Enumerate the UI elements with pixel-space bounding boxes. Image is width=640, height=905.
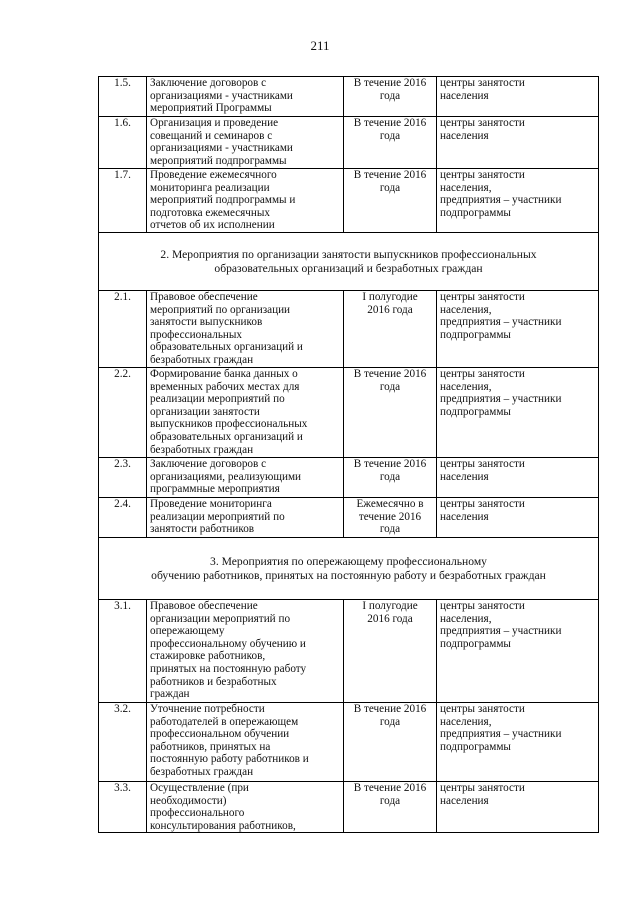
item-number-line: 3.2. <box>114 703 131 715</box>
item-responsible-line: населения, <box>440 715 492 728</box>
item-responsible <box>437 498 599 538</box>
item-number-line: 1.6. <box>114 117 131 129</box>
item-name <box>147 498 344 538</box>
item-name <box>147 117 344 169</box>
item-term <box>344 368 437 458</box>
item-number <box>99 600 147 703</box>
item-name-line: профессиональном обучении <box>150 728 290 741</box>
item-responsible-line: центры занятости <box>440 117 525 129</box>
item-number <box>99 782 147 833</box>
item-name-line: профессиональному обучению и <box>150 637 306 650</box>
item-term-line: года <box>379 470 401 483</box>
item-responsible-line: центры занятости <box>440 782 525 794</box>
item-number-line: 1.7. <box>114 169 131 181</box>
section-heading <box>99 233 599 291</box>
item-name <box>147 782 344 833</box>
item-name-line: граждан <box>150 688 190 701</box>
table-row <box>99 600 599 703</box>
item-responsible <box>437 368 599 458</box>
item-name-line: опережающему <box>150 625 225 638</box>
item-name-line: организациями - участниками <box>150 142 293 155</box>
item-name-line: занятости работников <box>150 523 255 536</box>
item-number <box>99 498 147 538</box>
item-name-line: Проведение ежемесячного <box>150 169 277 181</box>
table-row <box>99 291 599 368</box>
item-number-line: 2.1. <box>114 291 131 303</box>
item-name-line: мероприятий подпрограммы <box>150 154 287 167</box>
item-responsible <box>437 600 599 703</box>
item-term-line: В течение 2016 <box>353 458 427 470</box>
item-number <box>99 117 147 169</box>
item-responsible <box>437 117 599 169</box>
item-responsible <box>437 458 599 498</box>
item-name-line: стажировке работников, <box>150 650 266 663</box>
table-row <box>99 169 599 233</box>
item-responsible-line: предприятия – участники <box>440 728 562 741</box>
item-responsible-line: центры занятости <box>440 291 525 303</box>
item-name-line: Заключение договоров с <box>150 77 267 89</box>
item-term-line: года <box>379 129 401 142</box>
item-name-line: консультирования работников, <box>150 819 296 832</box>
item-term <box>344 703 437 782</box>
item-name-line: реализации мероприятий по <box>150 393 285 406</box>
item-name <box>147 291 344 368</box>
item-name-line: программные мероприятия <box>150 483 280 496</box>
item-responsible-line: подпрограммы <box>440 206 511 219</box>
item-responsible-line: предприятия – участники <box>440 625 562 638</box>
item-name-line: Правовое обеспечение <box>150 291 258 303</box>
item-name-line: Заключение договоров с <box>150 458 267 470</box>
item-number-line: 2.3. <box>114 458 131 470</box>
item-responsible-line: населения, <box>440 181 492 194</box>
item-responsible-line: подпрограммы <box>440 405 511 418</box>
table-row <box>99 117 599 169</box>
item-responsible-line: центры занятости <box>440 368 525 380</box>
item-name-line: профессиональных <box>150 328 243 341</box>
item-term <box>344 291 437 368</box>
item-name-line: реализации мероприятий по <box>150 510 285 523</box>
item-responsible-line: населения <box>440 794 489 807</box>
item-name-line: мероприятий подпрограммы и <box>150 194 296 207</box>
item-name-line: Формирование банка данных о <box>150 368 298 380</box>
item-name-line: необходимости) <box>150 794 227 807</box>
item-name <box>147 600 344 703</box>
item-name-line: принятых на постоянную работу <box>150 662 307 675</box>
item-name-line: мониторинга реализации <box>150 181 270 194</box>
item-number <box>99 458 147 498</box>
item-name-line: занятости выпускников <box>150 316 263 329</box>
item-responsible-line: населения <box>440 510 489 523</box>
section-heading-line: 3. Мероприятия по опережающему профессиональному <box>210 555 487 569</box>
item-term-line: В течение 2016 <box>353 782 427 794</box>
item-responsible <box>437 169 599 233</box>
item-term-line: течение 2016 <box>358 510 422 523</box>
item-name <box>147 169 344 233</box>
item-name-line: работников и безработных <box>150 675 277 688</box>
item-responsible-line: населения, <box>440 303 492 316</box>
activities-table <box>98 76 599 833</box>
section-heading-row <box>99 538 599 600</box>
section-heading-line: 2. Мероприятия по организации занятости выпускников профессиональных <box>160 248 537 262</box>
item-name-line: организациями, реализующими <box>150 470 302 483</box>
item-name-line: Организация и проведение <box>150 117 279 129</box>
item-name-line: работодателей в опережающем <box>150 715 299 728</box>
item-term-line: В течение 2016 <box>353 703 427 715</box>
table-row <box>99 782 599 833</box>
item-term <box>344 498 437 538</box>
item-term <box>344 458 437 498</box>
section-heading-line: образовательных организаций и безработных граждан <box>214 261 483 275</box>
item-term-line: года <box>379 794 401 807</box>
item-name-line: Проведение мониторинга <box>150 498 272 510</box>
item-responsible-line: населения <box>440 470 489 483</box>
item-name-line: работников, принятых на <box>150 740 271 753</box>
activities-table-body <box>99 77 599 833</box>
item-name-line: мероприятий по организации <box>150 303 291 316</box>
table-row <box>99 77 599 117</box>
item-term-line: года <box>379 523 401 536</box>
item-name-line: безработных граждан <box>150 443 254 456</box>
item-responsible-line: населения, <box>440 612 492 625</box>
item-number <box>99 368 147 458</box>
item-name-line: мероприятий Программы <box>150 102 272 115</box>
item-number <box>99 77 147 117</box>
item-term <box>344 782 437 833</box>
item-responsible-line: подпрограммы <box>440 328 511 341</box>
item-term-line: В течение 2016 <box>353 77 427 89</box>
item-responsible-line: центры занятости <box>440 600 525 612</box>
item-term-line: I полугодие <box>362 600 418 612</box>
item-name-line: совещаний и семинаров с <box>150 129 273 142</box>
item-term <box>344 117 437 169</box>
item-name <box>147 458 344 498</box>
item-term-line: года <box>379 715 401 728</box>
item-responsible <box>437 703 599 782</box>
item-term <box>344 600 437 703</box>
item-name-line: образовательных организаций и <box>150 341 303 354</box>
item-name <box>147 77 344 117</box>
item-number <box>99 291 147 368</box>
item-name-line: Уточнение потребности <box>150 703 265 715</box>
table-row <box>99 703 599 782</box>
item-term-line: года <box>379 380 401 393</box>
item-term <box>344 77 437 117</box>
page-number: 211 <box>310 38 330 53</box>
item-number-line: 2.2. <box>114 368 131 380</box>
item-responsible-line: предприятия – участники <box>440 393 562 406</box>
item-term-line: года <box>379 89 401 102</box>
table-row <box>99 368 599 458</box>
item-term-line: года <box>379 181 401 194</box>
item-term-line: 2016 года <box>367 612 413 625</box>
item-name-line: безработных граждан <box>150 765 254 778</box>
item-term-line: 2016 года <box>367 303 413 316</box>
item-number <box>99 169 147 233</box>
section-heading-row <box>99 233 599 291</box>
item-responsible <box>437 782 599 833</box>
table-row <box>99 458 599 498</box>
item-name-line: безработных граждан <box>150 353 254 366</box>
item-name-line: Осуществление (при <box>150 782 249 794</box>
item-responsible <box>437 77 599 117</box>
item-name-line: организации занятости <box>150 405 260 418</box>
section-heading-line: обучению работников, принятых на постоянную работу и безработных граждан <box>151 568 546 582</box>
item-name-line: временных рабочих местах для <box>150 380 300 393</box>
item-name <box>147 703 344 782</box>
item-responsible-line: подпрограммы <box>440 637 511 650</box>
section-heading <box>99 538 599 600</box>
item-responsible-line: населения <box>440 89 489 102</box>
item-responsible-line: центры занятости <box>440 458 525 470</box>
item-name-line: организациями - участниками <box>150 89 293 102</box>
item-name-line: выпускников профессиональных <box>150 418 308 431</box>
item-responsible-line: центры занятости <box>440 169 525 181</box>
item-term-line: В течение 2016 <box>353 169 427 181</box>
item-name-line: профессионального <box>150 807 245 820</box>
item-name-line: отчетов об их исполнении <box>150 219 275 232</box>
item-responsible-line: предприятия – участники <box>440 316 562 329</box>
item-responsible-line: центры занятости <box>440 498 525 510</box>
item-responsible-line: населения, <box>440 380 492 393</box>
item-name-line: образовательных организаций и <box>150 430 303 443</box>
item-name <box>147 368 344 458</box>
item-name-line: Правовое обеспечение <box>150 600 258 612</box>
item-term-line: В течение 2016 <box>353 368 427 380</box>
item-responsible-line: центры занятости <box>440 77 525 89</box>
item-responsible-line: подпрограммы <box>440 740 511 753</box>
item-term-line: Ежемесячно в <box>356 498 424 510</box>
item-responsible-line: предприятия – участники <box>440 194 562 207</box>
item-responsible <box>437 291 599 368</box>
item-number-line: 3.3. <box>114 782 131 794</box>
table-row <box>99 498 599 538</box>
item-number-line: 1.5. <box>114 77 131 89</box>
item-number-line: 2.4. <box>114 498 131 510</box>
item-number <box>99 703 147 782</box>
item-responsible-line: населения <box>440 129 489 142</box>
item-name-line: организации мероприятий по <box>150 612 291 625</box>
item-responsible-line: центры занятости <box>440 703 525 715</box>
item-term <box>344 169 437 233</box>
item-name-line: постоянную работу работников и <box>150 753 309 766</box>
item-term-line: I полугодие <box>362 291 418 303</box>
item-number-line: 3.1. <box>114 600 131 612</box>
item-term-line: В течение 2016 <box>353 117 427 129</box>
item-name-line: подготовка ежемесячных <box>150 206 271 219</box>
